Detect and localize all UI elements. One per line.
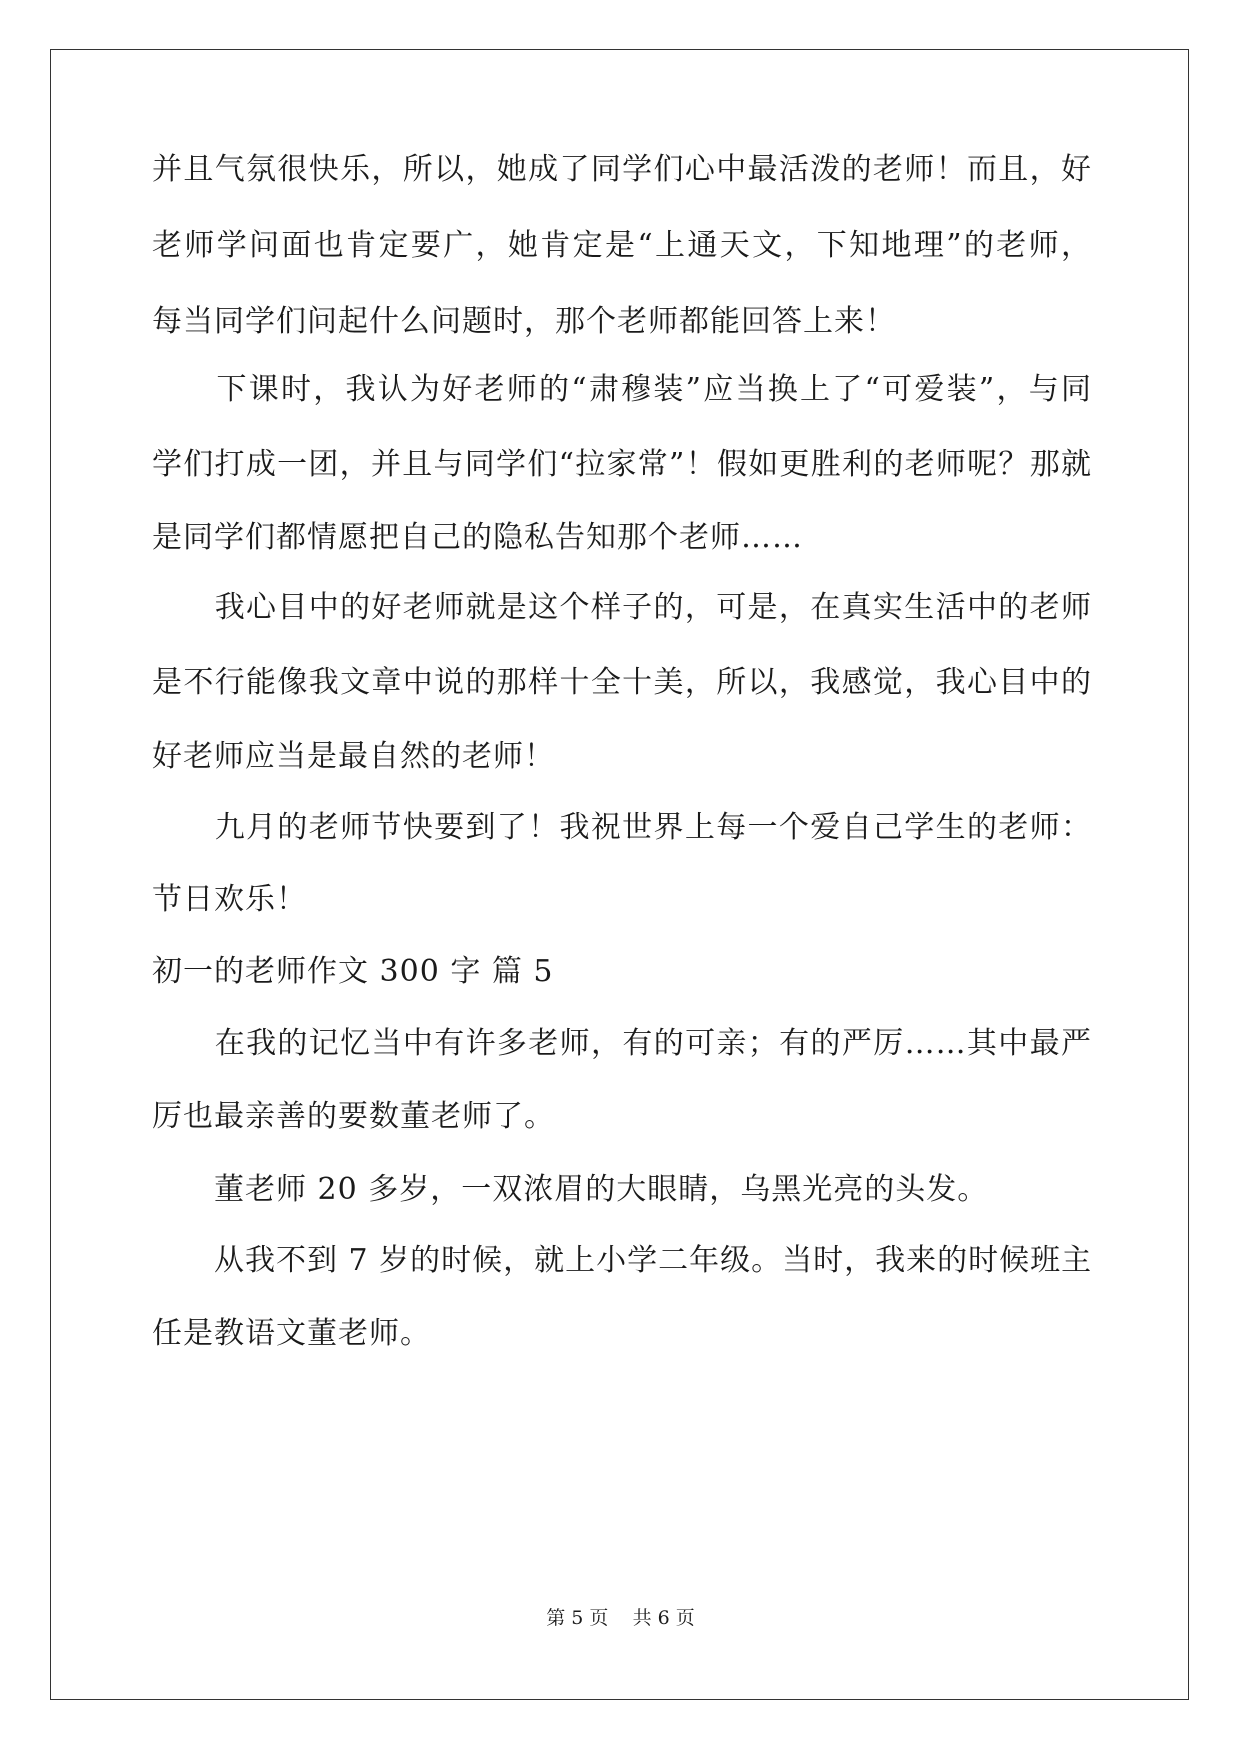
- paragraph-line: 厉也最亲善的要数董老师了。: [152, 1099, 555, 1134]
- paragraph-line: 老师学问面也肯定要广，她肯定是“上通天文，下知地理”的老师，: [152, 228, 1092, 263]
- paragraph-line: 并且气氛很快乐，所以，她成了同学们心中最活泼的老师！而且，好: [152, 152, 1092, 187]
- paragraph-line: 我心目中的好老师就是这个样子的，可是，在真实生活中的老师: [152, 590, 1092, 625]
- section-heading: 初一的老师作文 300 字 篇 5: [152, 954, 554, 989]
- paragraph-line: 是同学们都情愿把自己的隐私告知那个老师……: [152, 520, 803, 555]
- paragraph-line: 从我不到 7 岁的时候，就上小学二年级。当时，我来的时候班主: [152, 1243, 1093, 1278]
- paragraph-line: 董老师 20 多岁，一双浓眉的大眼睛，乌黑光亮的头发。: [152, 1172, 989, 1207]
- paragraph-line: 学们打成一团，并且与同学们“拉家常”！假如更胜利的老师呢？那就: [152, 447, 1092, 482]
- paragraph-line: 节日欢乐！: [152, 882, 307, 917]
- page-border: [50, 49, 1189, 1700]
- page-number-footer: 第 5 页 共 6 页: [546, 1607, 695, 1629]
- paragraph-line: 下课时，我认为好老师的“肃穆装”应当换上了“可爱装”，与同: [152, 372, 1092, 407]
- paragraph-line: 任是教语文董老师。: [152, 1316, 431, 1351]
- paragraph-line: 九月的老师节快要到了！我祝世界上每一个爱自己学生的老师：: [152, 810, 1092, 845]
- paragraph-line: 是不行能像我文章中说的那样十全十美，所以，我感觉，我心目中的: [152, 665, 1092, 700]
- paragraph-line: 每当同学们问起什么问题时，那个老师都能回答上来！: [152, 304, 896, 339]
- paragraph-line: 在我的记忆当中有许多老师，有的可亲；有的严厉……其中最严: [152, 1026, 1092, 1061]
- paragraph-line: 好老师应当是最自然的老师！: [152, 739, 555, 774]
